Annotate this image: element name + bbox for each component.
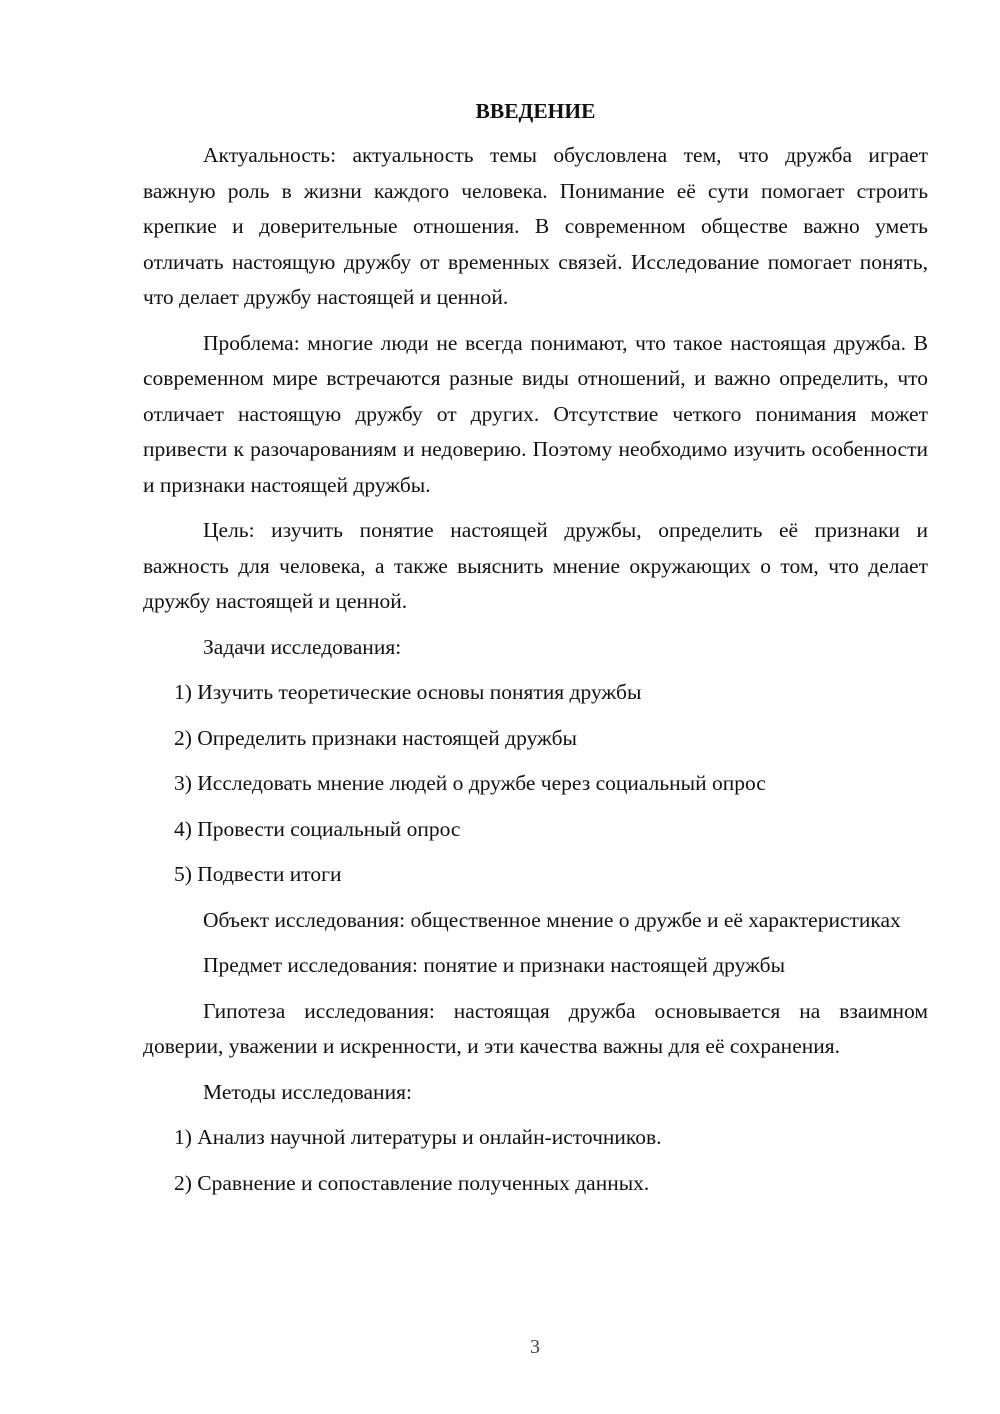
task-item: 4) Провести социальный опрос [174, 816, 461, 841]
object-paragraph: Объект исследования: общественное мнение о дружбе и её характеристиках [203, 907, 901, 932]
relevance-paragraph: Актуальность: актуальность темы обусловлена тем, что дружба играет важную роль в жизни каждого человека. Понимание её сути помогает строить крепкие и доверительные отношения. В современном обществе важно уметь отличать настоящую дружбу от временных связей. Исследование помогает понять, что делает дружбу настоящей и ценной. [143, 143, 928, 309]
hypothesis-paragraph: Гипотеза исследования: настоящая дружба основывается на взаимном доверии, уважении и искренности, и эти качества важны для её сохранения. [143, 998, 928, 1058]
document-page [143, 96, 928, 1211]
section-heading: ВВЕДЕНИЕ [475, 99, 596, 123]
goal-paragraph: Цель: изучить понятие настоящей дружбы, определить её признаки и важность для человека, а также выяснить мнение окружающих о том, что делает дружбу настоящей и ценной. [143, 518, 928, 613]
task-item: 5) Подвести итоги [174, 862, 342, 886]
tasks-title: Задачи исследования: [203, 634, 402, 659]
task-item: 1) Изучить теоретические основы понятия дружбы [174, 680, 642, 704]
task-item: 2) Определить признаки настоящей дружбы [174, 725, 577, 750]
problem-paragraph: Проблема: многие люди не всегда понимают, что такое настоящая дружба. В современном мире встречаются разные виды отношений, и важно определить, что отличает настоящую дружбу от других. Отсутствие четкого понимания может привести к разочарованиям и недоверию. Поэтому необходимо изучить особенности и признаки настоящей дружбы. [143, 330, 928, 497]
subject-paragraph: Предмет исследования: понятие и признаки настоящей дружбы [203, 953, 786, 977]
task-item: 3) Исследовать мнение людей о дружбе через социальный опрос [174, 771, 766, 795]
method-item: 1) Анализ научной литературы и онлайн-источников. [174, 1125, 662, 1149]
methods-title: Методы исследования: [203, 1079, 412, 1104]
page-number: 3 [530, 1336, 540, 1358]
method-item: 2) Сравнение и сопоставление полученных данных. [174, 1170, 650, 1195]
